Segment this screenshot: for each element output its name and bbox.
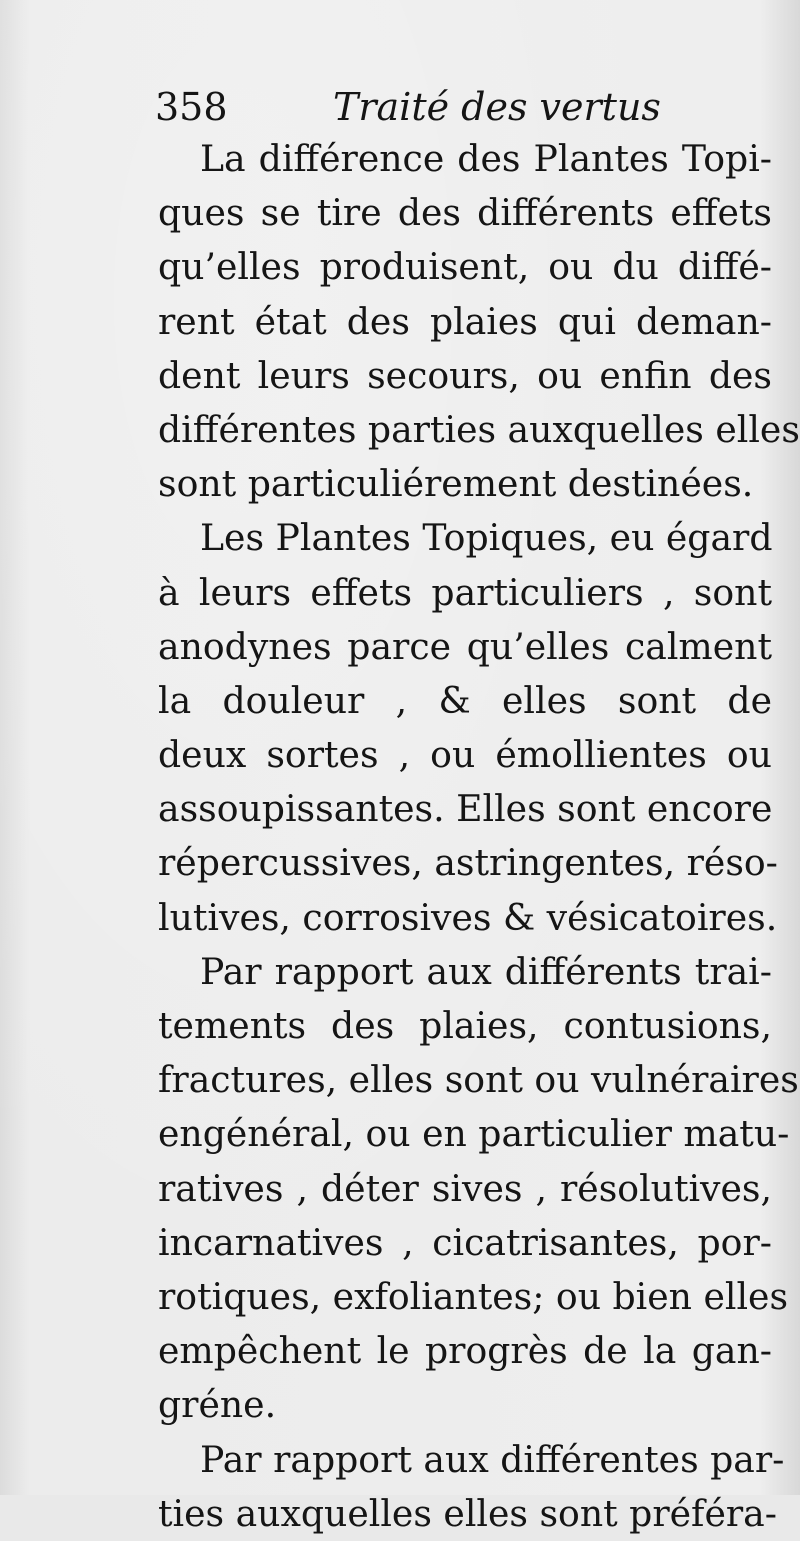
paragraph-2	[158, 511, 778, 945]
text-line: gréne.	[158, 1383, 277, 1427]
text-line: tements des plaies, contusions,	[158, 1004, 772, 1047]
text-line: sont particuliérement destinées.	[158, 462, 754, 506]
text-line: assoupissantes. Elles sont encore	[158, 787, 773, 831]
text-line: deux sortes , ou émollientes ou	[158, 733, 772, 777]
text-line: répercussives, astringentes, réso-	[158, 841, 778, 885]
text-line: lutives, corrosives & vésicatoires.	[158, 895, 778, 939]
text-line: rent état des plaies qui deman-	[158, 299, 772, 343]
text-line: ratives , déter sives , résolutives,	[158, 1166, 772, 1210]
text-line: différentes parties auxquelles elles	[158, 407, 800, 451]
text-line: qu’elles produisent, ou du diffé-	[158, 245, 772, 289]
text-line: La différence des Plantes Topi-	[200, 137, 772, 180]
text-line: Par rapport aux différents trai-	[200, 949, 772, 993]
text-line: fractures, elles sont ou vulnéraires	[158, 1058, 799, 1102]
text-line: ques se tire des différents effets	[158, 191, 772, 235]
text-line: Par rapport aux différentes par-	[200, 1437, 785, 1481]
paragraph-4	[158, 1433, 785, 1541]
text-line: dent leurs secours, ou enfin des	[158, 353, 772, 397]
text-line: rotiques, exfoliantes; ou bien elles	[158, 1274, 789, 1318]
page-number: 358	[155, 85, 228, 129]
text-line: anodynes parce qu’elles calment	[158, 624, 772, 668]
text-line: la douleur , & elles sont de	[158, 678, 772, 722]
text-line: à leurs effets particuliers , sont	[158, 570, 772, 614]
text-line: incarnatives , cicatrisantes, por-	[158, 1220, 772, 1264]
paragraph-1	[158, 132, 800, 511]
paragraph-3	[158, 945, 799, 1433]
text-line: Les Plantes Topiques, eu égard	[200, 516, 773, 560]
running-title: Traité des vertus	[333, 85, 661, 129]
text-line: empêchent le progrès de la gan-	[158, 1329, 772, 1373]
text-line: engénéral, ou en particulier matu-	[158, 1112, 790, 1156]
page-header	[155, 82, 775, 132]
text-line: ties auxquelles elles sont préféra-	[158, 1491, 777, 1535]
body-text	[158, 132, 800, 1541]
